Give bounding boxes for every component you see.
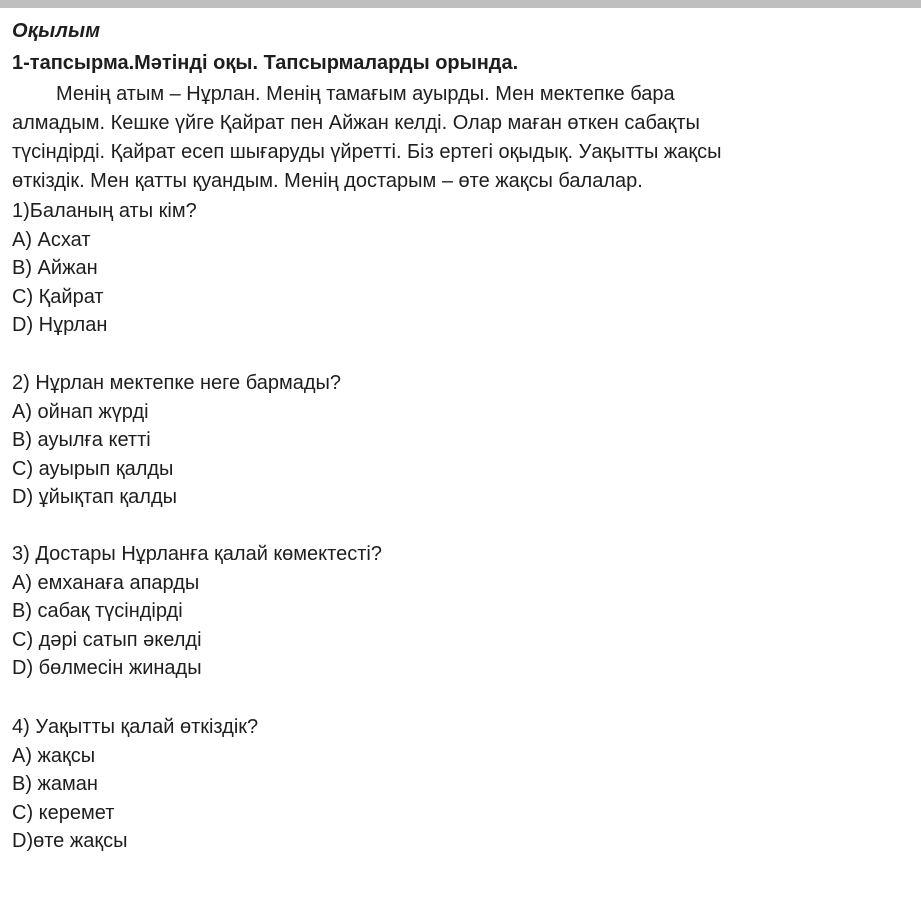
answer-option: D)өте жақсы — [12, 830, 128, 852]
answer-option: А) ойнап жүрді — [12, 400, 149, 423]
answer-option: С) ауырып қалды — [12, 457, 174, 480]
passage-line: түсіндірді. Қайрат есеп шығаруды үйретті. Біз ертегі оқыдық. Уақытты жақсы — [12, 141, 722, 163]
task-title: 1-тапсырма.Мәтінді оқы. Тапсырмаларды орында. — [12, 52, 519, 74]
answer-option: D) бөлмесін жинады — [12, 657, 202, 679]
answer-option: D) ұйықтап қалды — [12, 486, 177, 508]
answer-option: А) жақсы — [12, 744, 96, 767]
answer-option: С) дәрі сатып әкелді — [12, 628, 202, 651]
answer-option: С) керемет — [12, 801, 115, 824]
question-text: 1)Баланың аты кім? — [12, 200, 197, 222]
answer-option: А) емханаға апарды — [12, 571, 200, 594]
question-1 — [12, 197, 197, 340]
question-3 — [12, 540, 382, 683]
passage-line: алмадым. Кешке үйге Қайрат пен Айжан келді. Олар маған өткен сабақты — [12, 112, 700, 134]
question-2 — [12, 369, 341, 512]
reading-passage — [12, 80, 912, 196]
answer-option: В) Айжан — [12, 257, 98, 279]
answer-option: D) Нұрлан — [12, 314, 108, 336]
question-4 — [12, 713, 258, 856]
answer-option: А) Асхат — [12, 228, 91, 251]
question-text: 4) Уақытты қалай өткіздік? — [12, 716, 259, 738]
passage-line: өткіздік. Мен қатты қуандым. Менің достарым – өте жақсы балалар. — [12, 170, 643, 192]
answer-option: С) Қайрат — [12, 285, 104, 308]
section-title: Оқылым — [12, 20, 101, 42]
answer-option: В) жаман — [12, 773, 98, 795]
question-text: 3) Достары Нұрланға қалай көмектесті? — [12, 543, 382, 565]
answer-option: В) сабақ түсіндірді — [12, 600, 183, 622]
passage-line: Менің атым – Нұрлан. Менің тамағым ауырды. Мен мектепке бара — [56, 83, 675, 105]
answer-option: В) ауылға кетті — [12, 429, 151, 451]
question-text: 2) Нұрлан мектепке неге бармады? — [12, 372, 341, 394]
top-border — [0, 0, 921, 8]
